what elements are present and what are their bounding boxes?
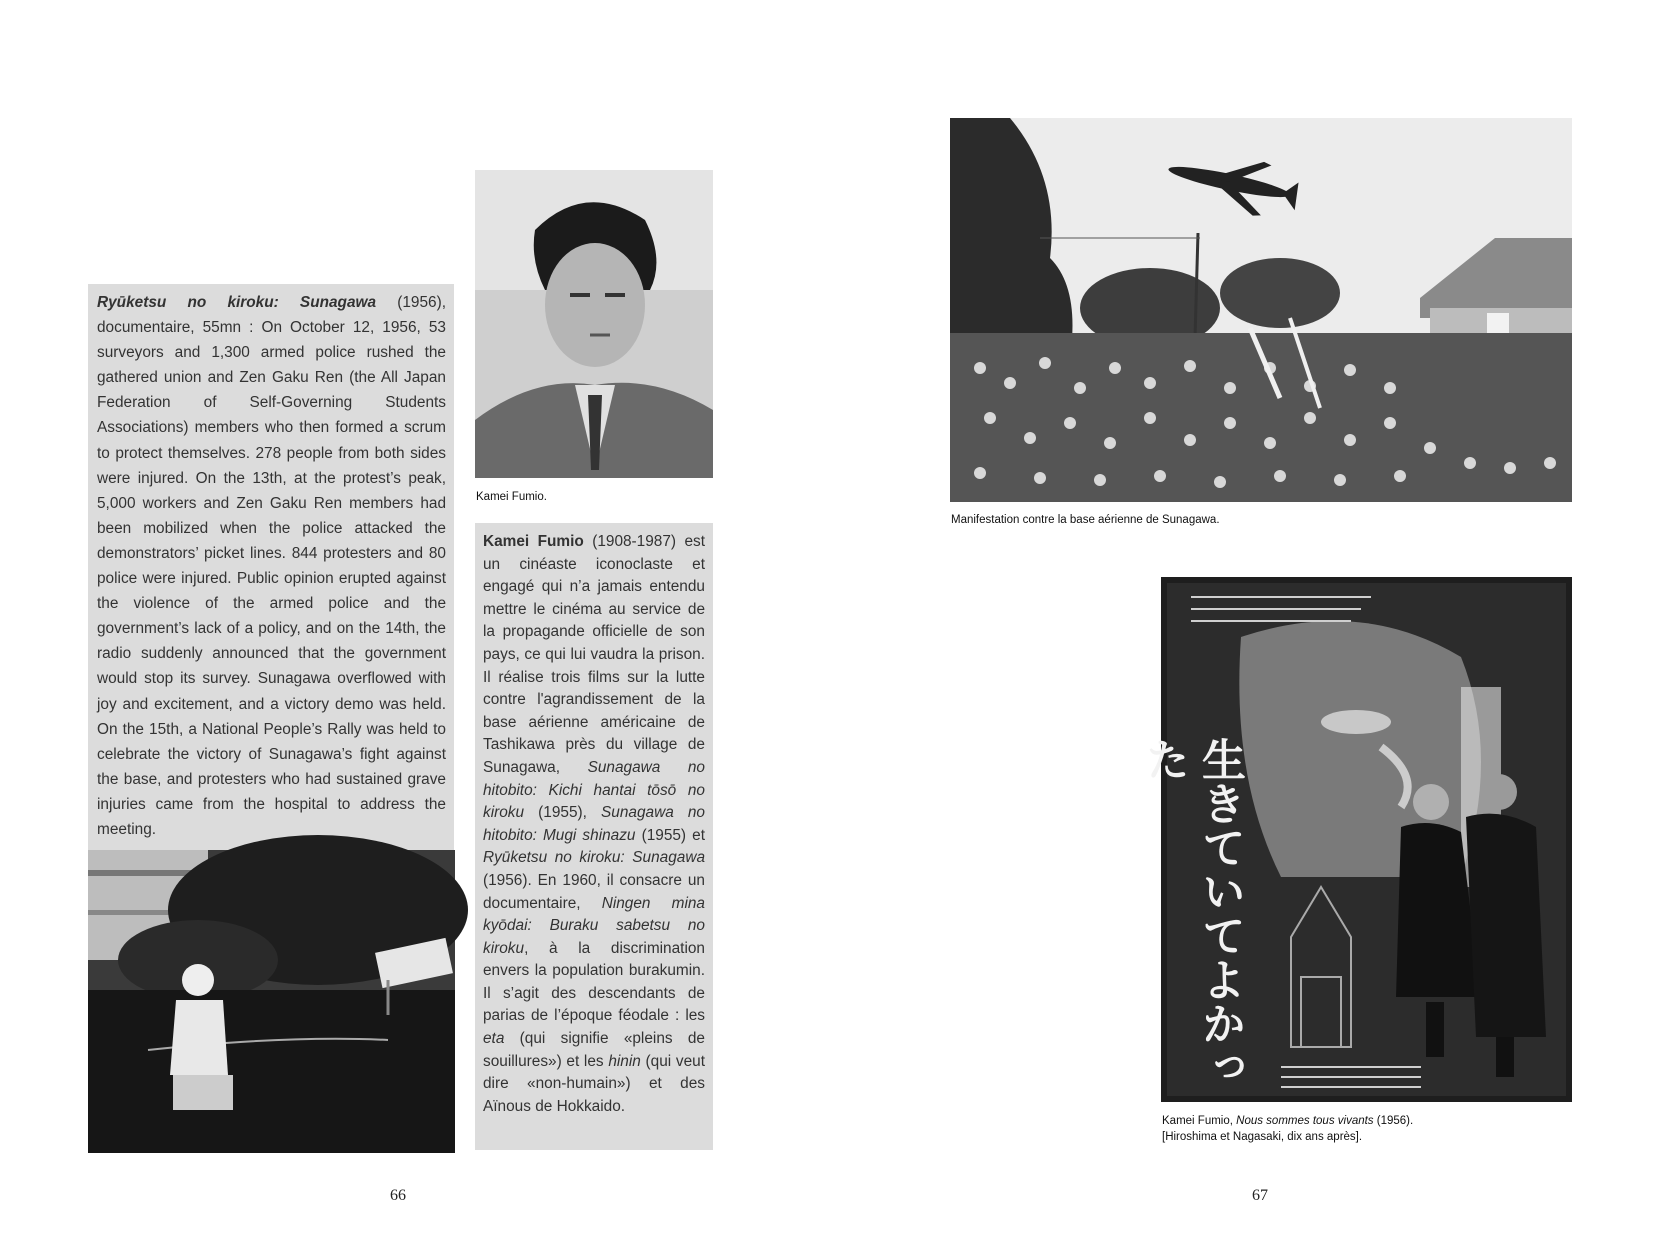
poster-caption	[1162, 1113, 1413, 1145]
poster-caption-prefix: Kamei Fumio,	[1162, 1115, 1237, 1127]
protest-caption: Manifestation contre la base aérienne de Sunagawa.	[951, 514, 1220, 526]
bio-film-1: Sunagawa no hitobito: Kichi hantai tōsō no kiroku	[483, 758, 705, 822]
biography-name: Kamei Fumio	[483, 533, 584, 550]
bio-text-6: (qui signifie «pleins de souillures») et les	[483, 1030, 705, 1070]
film-poster	[1138, 577, 1572, 1102]
biography-text	[483, 531, 705, 1118]
bio-term-hinin: hinin	[608, 1052, 641, 1070]
bio-text-4: (1956). En 1960, il consacre un documentaire,	[483, 871, 705, 912]
portrait-caption: Kamei Fumio.	[476, 491, 547, 503]
bio-film-3: Ryūketsu no kiroku: Sunagawa	[483, 849, 705, 867]
synopsis-body: (1956), documentaire, 55mn : On October 12, 1956, 53 surveyors and 1,300 armed police rushed the gathered union and Zen Gaku Ren (the All Japan Federation of Self-Governing Students Associations) members who then formed a scrum to protect themselves. 278 people from both sides were injured. On the 13th, at the protest’s peak, 5,000 workers and Zen Gaku Ren members had been mobilized when the police attacked the demonstrators’ picket lines. 844 protesters and 80 police were injured. Public opinion erupted against the violence of the armed police and the government’s lack of a policy, and on the 14th, the radio suddenly announced that the government would stop its survey. Sunagawa overflowed with joy and excitement, and a victory demo was held. On the 15th, a National People’s Rally was held to celebrate the victory of Sunagawa’s fight against the base, and protesters who had sustained grave injuries came from the hospital to address the meeting.	[97, 294, 447, 838]
poster-caption-title: Nous sommes tous vivants	[1236, 1115, 1374, 1127]
poster-caption-subtitle: [Hiroshima et Nagasaki, dix ans après].	[1162, 1131, 1363, 1143]
bio-text-3: (1955) et	[635, 826, 705, 844]
page-number-left: 66	[390, 1187, 406, 1204]
synopsis-text	[97, 290, 446, 842]
bio-text-5: , à la discrimination envers la population burakumin. Il s’agit des descendants de parias de l’époque féodale : les	[483, 939, 705, 1025]
bio-text-1: (1908-1987) est un cinéaste iconoclaste et engagé qui n’a jamais entendu mettre le cinéma au service de la propagande officielle de son pays, ce qui lui vaudra la prison. Il réalise trois films sur la lutte contre l'agrandissement de la base aérienne américaine de Tashikawa près du village de Sunagawa,	[483, 533, 705, 776]
bio-film-4: Ningen mina kyōdai: Buraku sabetsu no kiroku	[483, 894, 705, 957]
bio-text-2: (1955),	[524, 804, 602, 822]
poster-caption-year: (1956).	[1373, 1115, 1414, 1127]
portrait-photo	[475, 170, 713, 478]
protest-photo	[950, 118, 1572, 502]
page-number-right: 67	[1252, 1187, 1268, 1204]
bio-text-7: (qui veut dire «non-humain») et des Aïnous de Hokkaido.	[483, 1052, 705, 1115]
synopsis-film-title: Ryūketsu no kiroku: Sunagawa	[97, 294, 377, 311]
biography-box	[475, 523, 713, 1150]
field-photo	[88, 850, 455, 1153]
bio-term-eta: eta	[483, 1030, 505, 1048]
synopsis-box	[88, 284, 454, 850]
bio-film-2: Sunagawa no hitobito: Mugi shinazu	[483, 804, 705, 844]
poster-title-jp: 生きていてよかった	[1138, 737, 1245, 1089]
